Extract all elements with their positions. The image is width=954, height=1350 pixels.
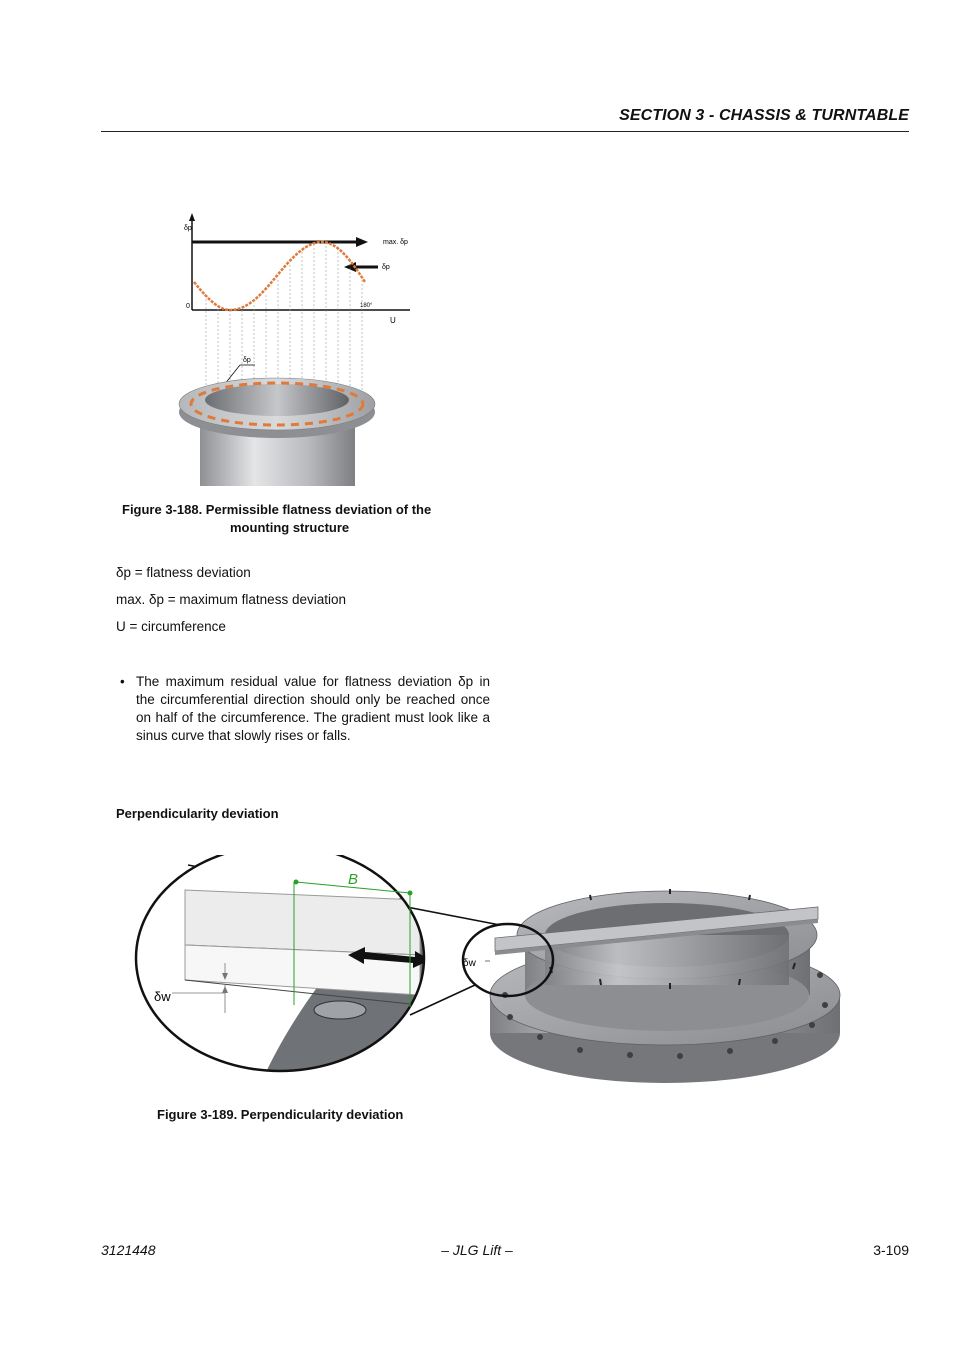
y-axis-arrow-icon [189,213,195,221]
x-axis-label: U [390,316,396,325]
footer-page-number: 3-109 [873,1242,909,1258]
definition-circumference: U = circumference [116,619,226,634]
footer-center: – JLG Lift – [441,1242,513,1258]
section-title: SECTION 3 - CHASSIS & TURNTABLE [619,107,909,124]
definition-max-flatness: max. δp = maximum flatness deviation [116,592,346,607]
magnifier-line-bottom [410,985,475,1015]
header-rule [101,131,909,132]
ring-dp-label: δp [243,357,251,364]
dp-label: δp [382,264,390,271]
dw-label: δw [154,989,171,1004]
figure-188-caption-line1: Figure 3-188. Permissible flatness deviation of the [122,502,432,517]
ring-inner-bore [205,384,349,416]
footer-doc-number: 3121448 [101,1242,156,1258]
bullet-item [120,673,490,745]
max-arrow-icon [356,237,368,247]
perpendicularity-figure [130,855,850,1090]
definition-flatness: δp = flatness deviation [116,565,251,580]
max-label: max. δp [383,239,408,246]
dimension-b-label: B [348,871,359,888]
zero-label: 0 [186,303,190,310]
y-axis-label: δp [184,225,192,232]
bullet-text: The maximum residual value for flatness deviation δp in the circumferential direction should only be reached once on half of the circumference. The gradient must look like a sinus curve that slowly rises or falls. [136,674,490,743]
bullet-dot: • [120,674,125,689]
small-dw-label: δw [463,958,476,969]
sine-curve [194,242,365,310]
degree-label: 180° [360,303,373,309]
perpendicularity-heading: Perpendicularity deviation [116,806,279,821]
figure-188-caption-line2: mounting structure [230,520,350,535]
flatness-deviation-figure [170,210,420,490]
figure-189-caption: Figure 3-189. Perpendicularity deviation [157,1107,404,1122]
magnified-view [130,855,438,1085]
